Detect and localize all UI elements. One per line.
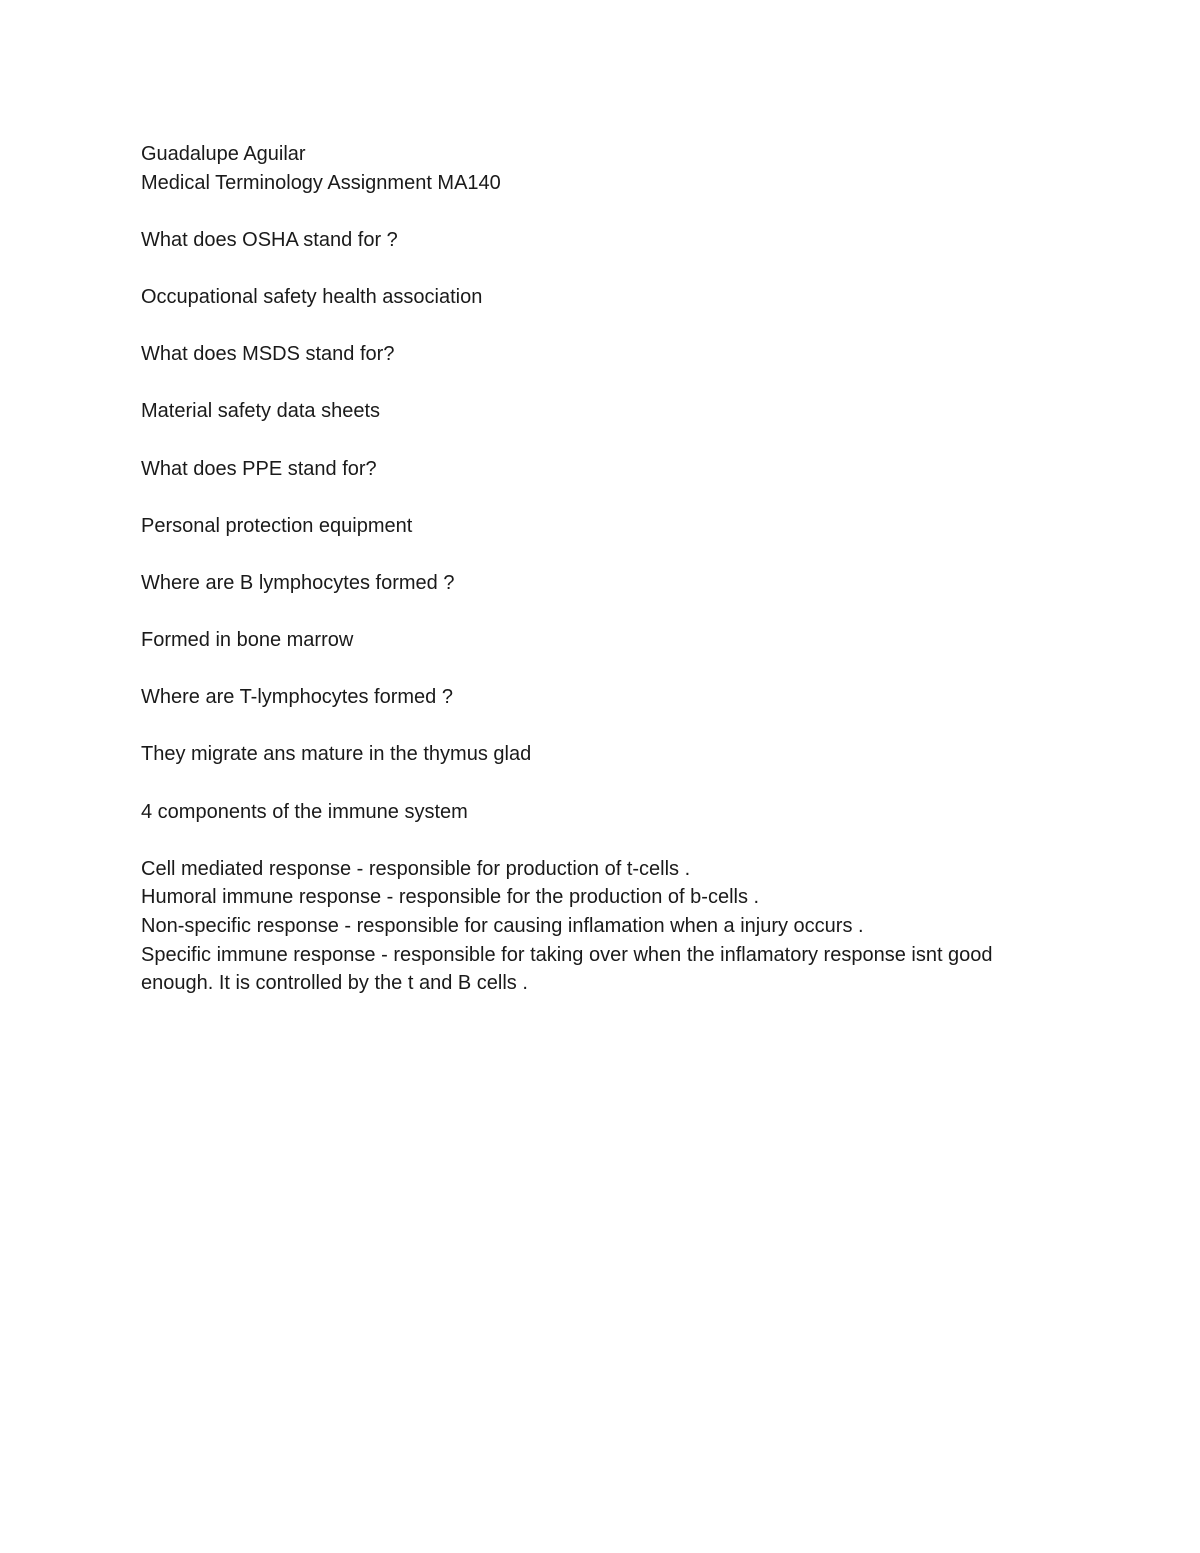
question-ppe: What does PPE stand for? [141, 457, 377, 480]
answer-ppe: Personal protection equipment [141, 514, 413, 537]
question-osha: What does OSHA stand for ? [141, 228, 398, 251]
answer-t-lymphocytes: They migrate ans mature in the thymus glad [141, 743, 532, 766]
components-heading: 4 components of the immune system [141, 800, 468, 823]
question-t-lymphocytes: Where are T-lymphocytes formed ? [141, 686, 453, 709]
author-name: Guadalupe Aguilar [141, 143, 306, 165]
component-item: Non-specific response - responsible for causing inflamation when a injury occurs . [141, 915, 864, 938]
answer-msds: Material safety data sheets [141, 400, 381, 423]
question-b-lymphocytes: Where are B lymphocytes formed ? [141, 571, 455, 594]
assignment-title: Medical Terminology Assignment MA140 [141, 171, 501, 194]
answer-osha: Occupational safety health association [141, 285, 483, 308]
components-list [141, 855, 1041, 998]
component-item: Humoral immune response - responsible for the production of b-cells . [141, 886, 760, 909]
component-item: Cell mediated response - responsible for production of t-cells . [141, 857, 691, 880]
answer-b-lymphocytes: Formed in bone marrow [141, 629, 354, 652]
component-item: Specific immune response - responsible for taking over when the inflamatory response isnt good enough. It is controlled by the t and B cells . [141, 943, 993, 995]
document-body [141, 140, 1041, 998]
question-msds: What does MSDS stand for? [141, 343, 395, 366]
